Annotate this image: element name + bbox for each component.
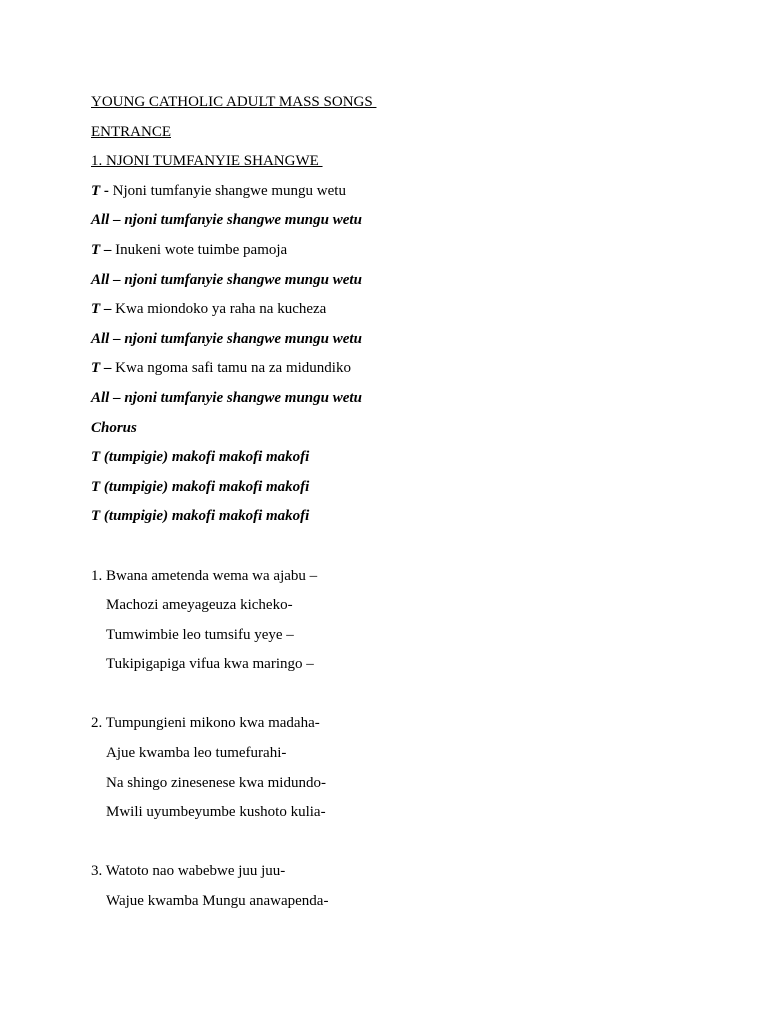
all-response-line: All – njoni tumfanyie shangwe mungu wetu [91, 330, 362, 347]
song-title: 1. NJONI TUMFANYIE SHANGWE [91, 153, 323, 170]
leader-marker: T [91, 241, 101, 258]
leader-text: Njoni tumfanyie shangwe mungu wetu [112, 182, 346, 199]
leader-line [91, 298, 711, 328]
leader-text: Kwa ngoma safi tamu na za midundiko [115, 360, 351, 377]
document-page [91, 91, 711, 920]
leader-separator: – [100, 360, 116, 377]
leader-line [91, 239, 711, 269]
spacer [91, 831, 711, 861]
leader-marker: T [91, 360, 101, 377]
chorus-line: T (tumpigie) makofi makofi makofi [91, 449, 310, 466]
leader-line [91, 180, 711, 210]
document-title: YOUNG CATHOLIC ADULT MASS SONGS [91, 94, 377, 110]
verse-line: Wajue kwamba Mungu anawapenda- [106, 893, 329, 910]
verse-line: Tumwimbie leo tumsifu yeye – [106, 626, 294, 643]
leader-separator: - [100, 182, 113, 199]
spacer [91, 535, 711, 565]
verse-line: Ajue kwamba leo tumefurahi- [106, 745, 287, 762]
verse-line: 1. Bwana ametenda wema wa ajabu – [91, 567, 318, 584]
leader-text: Inukeni wote tuimbe pamoja [115, 241, 288, 258]
leader-separator: – [100, 301, 116, 318]
spacer [91, 683, 711, 713]
verse-line: 2. Tumpungieni mikono kwa madaha- [91, 715, 320, 732]
leader-separator: – [100, 241, 116, 258]
verse-line: Machozi ameyageuza kicheko- [106, 597, 293, 614]
all-response-line: All – njoni tumfanyie shangwe mungu wetu [91, 212, 362, 229]
all-response-line: All – njoni tumfanyie shangwe mungu wetu [91, 389, 362, 406]
all-response-line: All – njoni tumfanyie shangwe mungu wetu [91, 271, 362, 288]
leader-marker: T [91, 301, 101, 318]
section-heading: ENTRANCE [91, 123, 171, 140]
verse-line: Tukipigapiga vifua kwa maringo – [106, 656, 314, 673]
verse-line: Na shingo zinesenese kwa midundo- [106, 774, 326, 791]
chorus-label: Chorus [91, 419, 137, 436]
leader-marker: T [91, 182, 101, 199]
chorus-line: T (tumpigie) makofi makofi makofi [91, 508, 310, 525]
leader-text: Kwa miondoko ya raha na kucheza [115, 301, 327, 318]
verse-line: 3. Watoto nao wabebwe juu juu- [91, 863, 286, 880]
verse-line: Mwili uyumbeyumbe kushoto kulia- [106, 804, 326, 821]
leader-line [91, 357, 711, 387]
chorus-line: T (tumpigie) makofi makofi makofi [91, 478, 310, 495]
